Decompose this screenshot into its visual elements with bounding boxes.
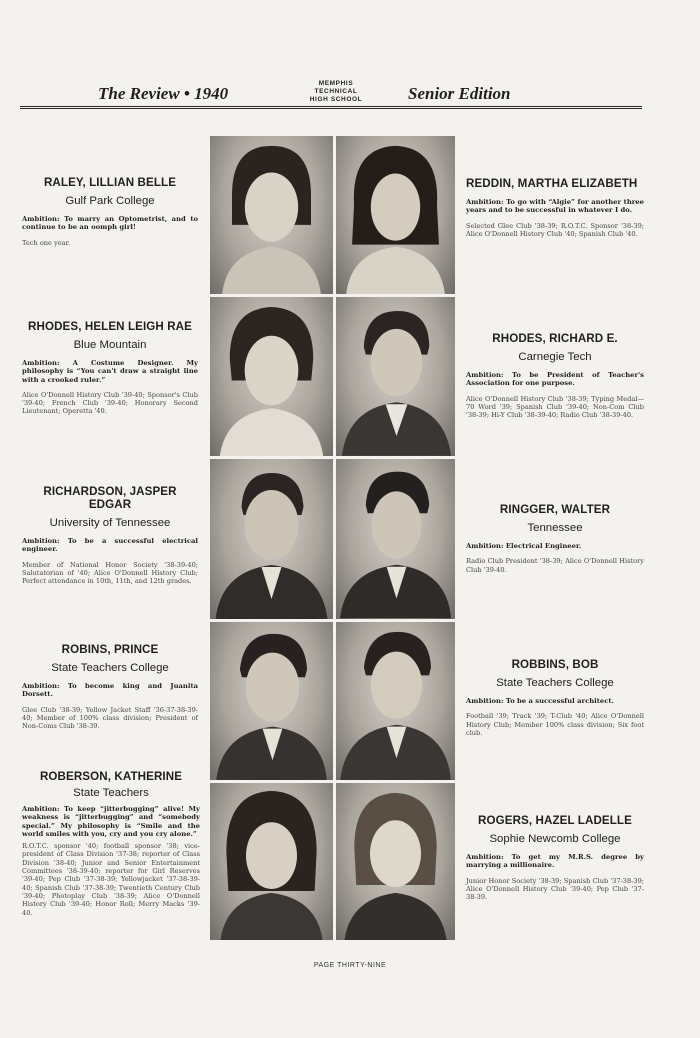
page-number: PAGE THIRTY-NINE [313, 962, 387, 969]
student-ambition: Ambition: To go with “Algie” for another three years and to be successful in whatever I do. [466, 198, 644, 215]
student-name: REDDIN, MARTHA ELIZABETH [466, 177, 638, 190]
header-title: The Review • 1940 [98, 84, 229, 103]
student-ambition: Ambition: To become king and Juanita Dorsett. [22, 682, 198, 699]
student-name: RALEY, LILLIAN BELLE [43, 176, 177, 189]
student-ambition: Ambition: To get my M.R.S. degree by marrying a millionaire. [466, 853, 644, 870]
student-name: ROBERSON, KATHERINE [39, 770, 183, 783]
portrait-photo [210, 297, 333, 456]
student-entry [22, 320, 198, 416]
portrait-photo [336, 622, 455, 780]
student-school: Blue Mountain [73, 339, 147, 351]
student-activities: Selected Glee Club '38-39; R.O.T.C. Sponsor '38-39; Alice O'Donnell History Club '40; Spanish Club '40. [466, 221, 644, 238]
student-ambition: Ambition: To be a successful architect. [466, 697, 614, 705]
portrait-photo [336, 783, 455, 940]
student-name: RHODES, HELEN LEIGH RAE [28, 320, 192, 333]
student-activities: Alice O'Donnell History Club '39-40; Sponsor's Club '39-40; French Club '39-40; Honorary Second Lieutenant; Operetta '40. [22, 390, 198, 416]
student-school: State Teachers [73, 787, 149, 799]
student-entry [466, 814, 644, 901]
student-school: Sophie Newcomb College [489, 833, 621, 845]
student-entry [466, 658, 644, 737]
student-school: Carnegie Tech [518, 351, 592, 363]
student-name: ROBINS, PRINCE [61, 643, 159, 656]
student-activities: Member of National Honor Society '38-39-40; Salutatorian of '40; Alice O'Donnell History Club; Perfect attendance in 10th, 11th, and 12th grades. [22, 560, 198, 586]
school-name: MEMPHIS TECHNICAL HIGH SCHOOL [309, 80, 363, 103]
portrait-photo [210, 459, 333, 619]
student-name: RHODES, RICHARD E. [492, 332, 618, 345]
portrait-photo [336, 459, 455, 619]
student-school: Tennessee [527, 522, 583, 534]
student-entry [22, 485, 198, 585]
header-edition: Senior Edition [408, 84, 511, 103]
student-school: University of Tennessee [49, 517, 171, 529]
portrait-photo [336, 297, 455, 456]
student-ambition: Ambition: A Costume Designer. My philosophy is “You can't draw a straight line with a crooked ruler.” [22, 359, 198, 384]
portrait-photo [210, 136, 333, 294]
student-activities: Junior Honor Society '38-39; Spanish Club '37-38-39; Alice O'Donnell History Club '39-40; Pep Club '37-38-39. [466, 876, 644, 902]
student-name: RICHARDSON, JASPER EDGAR [43, 485, 177, 511]
portrait-photo [210, 622, 333, 780]
student-entry [466, 177, 644, 238]
student-ambition: Ambition: To marry an Optometrist, and to continue to be an oomph girl! [22, 215, 198, 232]
student-ambition: Ambition: Electrical Engineer. [466, 542, 582, 550]
student-activities: Football '39; Track '39; T-Club '40; Alice O'Donnell History Club; Member 100% class division; Six foot club. [466, 712, 644, 737]
student-entry [22, 176, 198, 247]
student-name: ROGERS, HAZEL LADELLE [478, 814, 632, 827]
student-school: State Teachers College [496, 677, 614, 689]
student-activities: Glee Club '38-39; Yellow Jacket Staff '36-37-38-39-40; Member of 100% class division; President of Non-Coms Club '38-39. [22, 705, 198, 731]
student-school: State Teachers College [51, 662, 169, 674]
student-entry [22, 643, 198, 730]
student-activities: R.O.T.C. sponsor '40; football sponsor '38; vice-president of Class Division '37-38; reporter of Class Division '38-40; Junior and Senior Entertainment Committees '38-39-40; reporter for Girl Reserves '39-40; Pep Club '37-38-39; Yellowjacket '37-38-39-40; Spanish Club '37-38-39; Twentieth Century Club '39-40; Photoplay Club '38-39; Alice O'Donnell History Club '39-40; Honor Roll; Merry Macks '39-40. [22, 842, 200, 917]
header-rule [20, 106, 642, 109]
student-entry [22, 770, 200, 917]
portrait-photo [336, 136, 455, 294]
student-ambition: Ambition: To keep “jitterbugging” alive! My weakness is “jitterbugging” and “somebody special.” My philosophy is “Smile and the world smiles with you, cry and you cry alone.” [22, 805, 200, 838]
student-entry [466, 503, 644, 574]
student-activities: Alice O'Donnell History Club '38-39; Typing Medal—70 Word '39; Spanish Club '39-40; Non-Com Club '38-39; Hi-Y Club '38-39-40; Radio Club '38-39-40. [466, 394, 644, 420]
student-ambition: Ambition: To be a successful electrical engineer. [22, 537, 198, 554]
student-name: RINGGER, WALTER [499, 503, 611, 516]
student-activities: Tech one year. [22, 238, 71, 247]
portrait-photo [210, 783, 333, 940]
student-name: ROBBINS, BOB [511, 658, 599, 671]
student-activities: Radio Club President '38-39; Alice O'Donnell History Club '39-40. [466, 557, 644, 574]
student-school: Gulf Park College [65, 195, 155, 207]
student-ambition: Ambition: To be President of Teacher's Association for one purpose. [466, 371, 644, 388]
student-entry [466, 332, 644, 419]
